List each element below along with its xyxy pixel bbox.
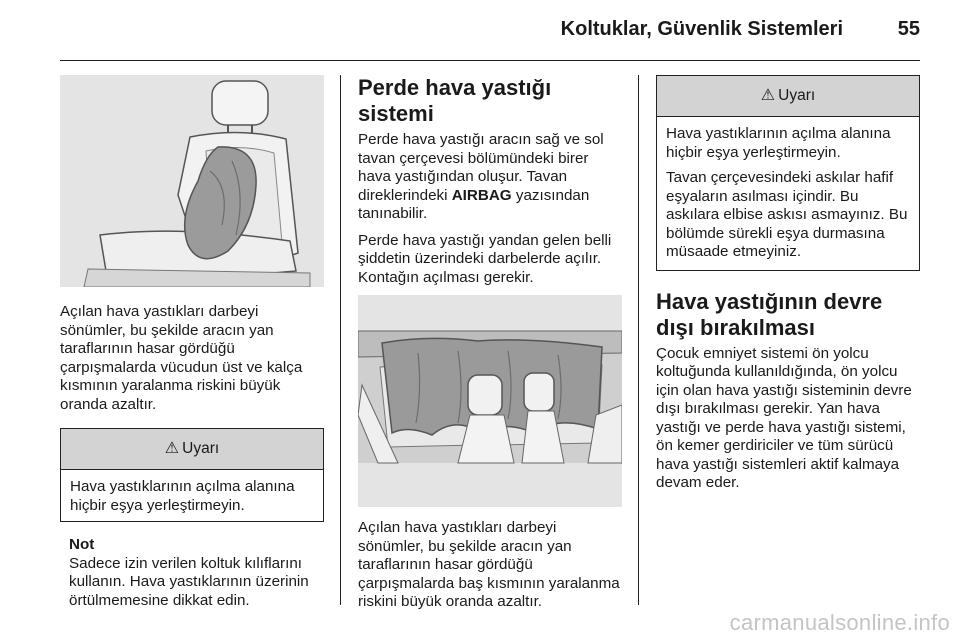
column-1 [60, 75, 324, 610]
warning-box-1-text: Hava yastıklarının açılma alanına hiçbir eşya yerleştirmeyin. [70, 478, 295, 514]
warning-box-1-header [61, 429, 323, 470]
seat-airbag-drawing [60, 75, 324, 287]
warning-box-2-text-2: Tavan çerçevesindeki askılar hafif eşyaların asılması içindir. Bu askılara elbise askısı asmayınız. Bu bölümde sürekli eşya durmasına müsaade etmeyiniz. [666, 169, 908, 260]
note-text: Sadece izin verilen koltuk kılıflarını kullanın. Hava yastıklarının üzerinin örtülmemesine dikkat edin. [69, 554, 309, 609]
note-title: Not [69, 536, 95, 553]
curtain-airbag-drawing [358, 295, 622, 507]
warning-triangle-icon: ⚠ [760, 87, 776, 104]
column-3 [656, 75, 920, 501]
watermark: carmanualsonline.info [729, 610, 950, 635]
running-header-title: Koltuklar, Güvenlik Sistemleri [560, 18, 843, 40]
side-airbag-seat-illustration [60, 75, 324, 287]
warning-box-1-body [61, 470, 323, 521]
column-divider-2 [638, 75, 639, 605]
header-rule [60, 60, 920, 61]
warning-box-1-title: Uyarı [182, 440, 220, 457]
section-heading-curtain-airbag: Perde hava yastığı sistemi [358, 75, 552, 126]
curtain-airbag-paragraph-1 [358, 131, 622, 224]
curtain-airbag-paragraph-2: Perde hava yastığı yandan gelen belli şiddetin üzerindeki darbelerde açılır. Kontağın açılması gerekir. [358, 231, 612, 286]
warning-triangle-icon: ⚠ [164, 440, 180, 457]
page-number: 55 [897, 18, 920, 40]
warning-box-1 [60, 428, 324, 522]
curtain-airbag-text-a: Perde hava yastığı aracın sağ ve sol tavan çerçevesi bölümündeki birer hava yastığından oluşur. Tavan direklerindeki [358, 131, 604, 204]
warning-box-2-body [657, 117, 919, 270]
warning-box-2-text-1: Hava yastıklarının açılma alanına hiçbir eşya yerleştirmeyin. [666, 125, 891, 161]
warning-box-2-header [657, 76, 919, 117]
airbag-deactivation-paragraph: Çocuk emniyet sistemi ön yolcu koltuğunda kullanıldığında, ön yolcu için olan hava yastığı sisteminin devre dışı bırakılması gerekir. Yan hava yastığı ve perde hava yastığı sistemi, ön kemer gerdiriciler ve tüm sürücü hava yastığı sistemleri aktif kalmaya devam eder. [656, 344, 912, 491]
column-2 [358, 75, 622, 620]
warning-box-2 [656, 75, 920, 271]
section-heading-airbag-deactivation: Hava yastığının devre dışı bırakılması [656, 288, 883, 340]
column-divider-1 [340, 75, 341, 605]
curtain-airbag-text-b: yazısından tanınabilir. [358, 186, 590, 222]
airbag-label: AIRBAG [451, 186, 512, 204]
figure-1-caption: Açılan hava yastıkları darbeyi sönümler, bu şekilde aracın yan taraflarının hasar gördüğü çarpışmalarda vücudun üst ve kalça kısmının yaralanma riskini büyük oranda azaltır. [60, 303, 303, 413]
figure-2-caption: Açılan hava yastıkları darbeyi sönümler, bu şekilde aracın yan taraflarının hasar gördüğü çarpışmalarda baş kısmının yaralanma riskini büyük oranda azaltır. [358, 519, 620, 610]
warning-box-2-title: Uyarı [778, 87, 816, 104]
curtain-airbag-illustration [358, 295, 622, 507]
